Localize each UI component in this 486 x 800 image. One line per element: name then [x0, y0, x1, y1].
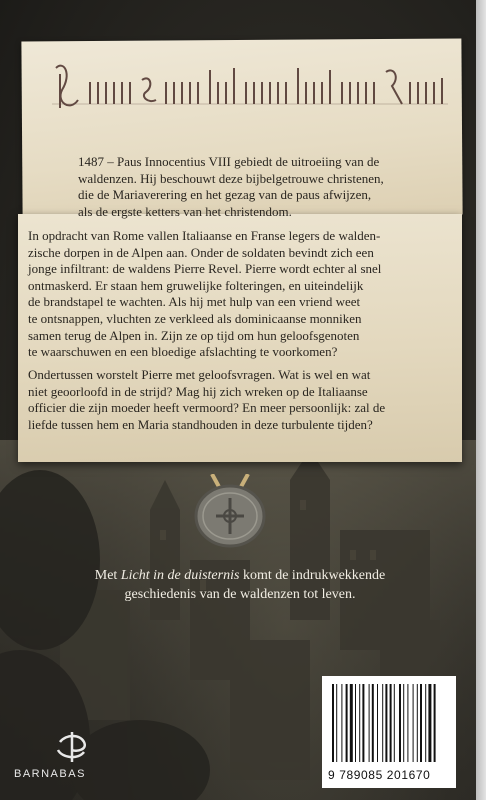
barcode-bar — [382, 684, 383, 762]
barcode-bar — [332, 684, 334, 762]
blurb-paragraph-2: Ondertussen worstelt Pierre met geloofsvragen. Wat is wel en wat niet geoorloofd in de strijd? Mag hij zich wreken op de Italiaanse officier die zijn moeder heeft vermoord? En meer persoonlijk: zal de liefde tussen hem en Maria standhouden in deze turbulente tijden? — [28, 367, 386, 432]
book-title-italic: Licht in de duisternis — [120, 568, 240, 583]
barcode-bar — [369, 684, 370, 762]
intro-paragraph: 1487 – Paus Innocentius VIII gebiedt de uitroeiing van de waldenzen. Hij beschouwt deze bijbelgetrouwe christenen, die de Mariaverering en het gezag van de paus afwijzen, als de ergste ketters van het christendom. — [78, 154, 384, 219]
barcode-bar — [417, 684, 418, 762]
barcode-bars — [328, 682, 450, 766]
barcode-bar — [385, 684, 387, 762]
barcode-bar — [413, 684, 414, 762]
barcode-bar — [403, 684, 404, 762]
tagline: Met Licht in de duisternis komt de indrukwekkende geschiedenis van de waldenzen tot leven. — [94, 568, 386, 602]
publisher-name: BARNABAS — [14, 768, 86, 780]
isbn-barcode — [322, 676, 456, 788]
coin-seal-icon — [184, 474, 276, 548]
barcode-bar — [377, 684, 378, 762]
gothic-script-decoration — [50, 60, 450, 118]
barcode-bar — [420, 684, 422, 762]
barcode-bar — [359, 684, 360, 762]
barcode-bar — [434, 684, 436, 762]
barcode-bar — [346, 684, 348, 762]
barcode-bar — [394, 684, 395, 762]
barcode-bar — [372, 684, 374, 762]
barcode-bar — [428, 684, 431, 762]
barcode-bar — [390, 684, 392, 762]
blurb-paragraph-1: In opdracht van Rome vallen Italiaanse en Franse legers de walden- zische dorpen in de Alpen aan. Onder de soldaten bevindt zich een jonge infiltrant: de waldens Pierre Revel. Pierre wordt echter al snel ontmaskerd. Er staan hem gruwelijke folteringen, en uiteindelijk de brandstapel te wachten. Als hij met hulp van een vriend weet te ontsnappen, vluchten ze verkleed als dominicaanse monniken samen terug de Alpen in. Zijn ze op tijd om hun geloofsgenoten te waarschuwen en een bloedige afslachting te voorkomen? — [28, 228, 382, 360]
barcode-bar — [362, 684, 364, 762]
isbn-number: 9 789085 201670 — [328, 768, 431, 782]
barcode-bar — [407, 684, 408, 762]
barcode-bar — [425, 684, 426, 762]
barcode-bar — [341, 684, 342, 762]
barcode-bar — [336, 684, 337, 762]
page-edge — [476, 0, 486, 800]
barcode-bar — [350, 684, 353, 762]
barcode-bar — [399, 684, 401, 762]
barcode-bar — [355, 684, 356, 762]
